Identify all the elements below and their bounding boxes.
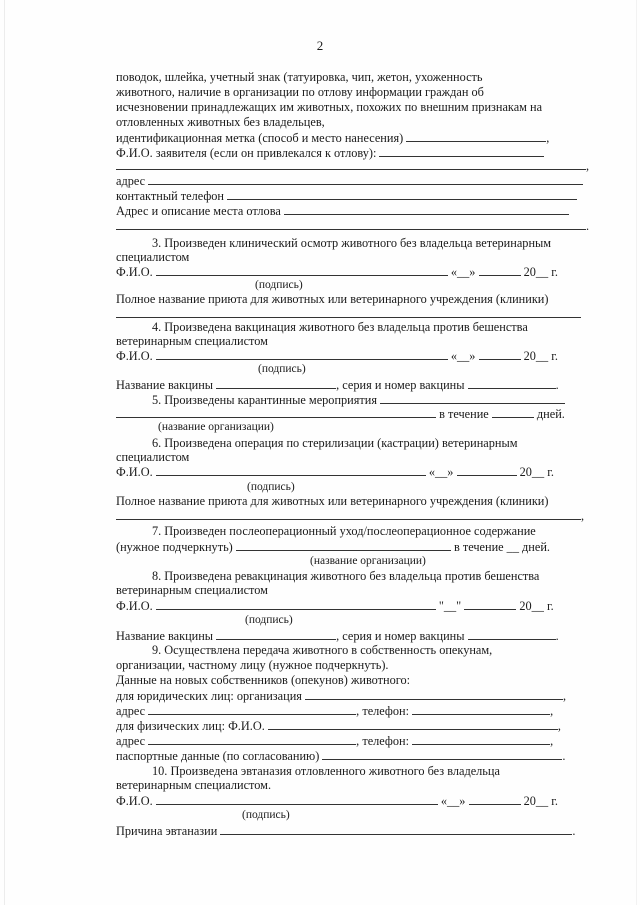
date-label: «__» bbox=[440, 794, 466, 808]
vaccine-field[interactable]: Название вакцины , серия и номер вакцины . bbox=[116, 629, 559, 643]
physical-person-field[interactable]: для физических лиц: Ф.И.О. , bbox=[116, 719, 561, 733]
section-8-fio-field[interactable] bbox=[116, 598, 586, 613]
date-label: «__» bbox=[450, 349, 476, 363]
paragraph-line: исчезновении принадлежащих им животных, похожих по внешним признакам на bbox=[116, 100, 543, 114]
paragraph-line: поводок, шлейка, учетный знак (татуировка, чип, жетон, ухоженность bbox=[116, 70, 483, 84]
field-label: (нужное подчеркнуть) bbox=[116, 540, 233, 554]
physical-address-field[interactable]: адрес , телефон: , bbox=[116, 734, 554, 748]
year-label: 20__ г. bbox=[523, 349, 559, 363]
shelter-field[interactable]: , bbox=[116, 508, 591, 523]
field-label: Ф.И.О. bbox=[116, 465, 153, 479]
section-10-heading-cont: ветеринарным специалистом. bbox=[116, 778, 272, 792]
field-label: Ф.И.О. bbox=[116, 349, 153, 363]
phone-field[interactable] bbox=[116, 188, 591, 203]
id-mark-field[interactable]: идентификационная метка (способ и место нанесения) , bbox=[116, 131, 550, 145]
section-9-owners: Данные на новых собственников (опекунов) животного: bbox=[116, 673, 411, 687]
org-caption: (название организации) bbox=[158, 421, 274, 433]
aftercare-field[interactable] bbox=[116, 539, 586, 554]
paragraph-line: отловленных животных без владельцев, bbox=[116, 115, 325, 129]
field-label: в течение bbox=[439, 407, 489, 421]
field-label: для юридических лиц: организация bbox=[116, 689, 302, 703]
field-label: Название вакцины bbox=[116, 629, 214, 643]
section-7-heading: 7. Произведен послеоперационный уход/послеоперационное содержание bbox=[152, 524, 536, 538]
capture-place-continuation[interactable]: . bbox=[116, 218, 591, 233]
field-label: в течение __ дней. bbox=[453, 540, 551, 554]
field-label: адрес bbox=[116, 704, 146, 718]
date-label: «__» bbox=[450, 265, 476, 279]
applicant-continuation[interactable]: , bbox=[116, 158, 591, 173]
field-label: адрес bbox=[116, 734, 146, 748]
section-8-heading-cont: ветеринарным специалистом bbox=[116, 583, 268, 597]
year-label: 20__ г. bbox=[523, 265, 559, 279]
address-field[interactable] bbox=[116, 173, 591, 188]
section-4-fio-field[interactable] bbox=[116, 348, 586, 363]
scan-edge bbox=[636, 0, 637, 905]
field-label: контактный телефон bbox=[116, 189, 225, 203]
euthanasia-reason-field[interactable]: Причина эвтаназии . bbox=[116, 824, 576, 838]
legal-entity-field[interactable]: для юридических лиц: организация , bbox=[116, 689, 567, 703]
section-4-heading-cont: ветеринарным специалистом bbox=[116, 334, 268, 348]
field-label: , серия и номер вакцины bbox=[336, 378, 465, 392]
field-label: адрес bbox=[116, 174, 146, 188]
signature-caption: (подпись) bbox=[242, 809, 290, 821]
capture-place-field[interactable] bbox=[116, 203, 591, 218]
year-label: 20__ г. bbox=[519, 599, 554, 613]
shelter-field[interactable] bbox=[116, 306, 591, 321]
section-8-heading: 8. Произведена ревакцинация животного без владельца против бешенства bbox=[152, 569, 540, 583]
field-label: , телефон: bbox=[356, 704, 410, 718]
section-6-heading: 6. Произведена операция по стерилизации (кастрации) ветеринарным bbox=[152, 436, 518, 450]
field-label: , телефон: bbox=[356, 734, 410, 748]
section-3-heading: 3. Произведен клинический осмотр животного без владельца ветеринарным bbox=[152, 236, 552, 250]
paragraph-line: животного, наличие в организации по отлову информации граждан об bbox=[116, 85, 484, 99]
section-9-heading: 9. Осуществлена передача животного в собственность опекунам, bbox=[152, 643, 493, 657]
legal-address-field[interactable]: адрес , телефон: , bbox=[116, 704, 554, 718]
field-label: паспортные данные (по согласованию) bbox=[116, 749, 320, 763]
field-label: Название вакцины bbox=[116, 378, 214, 392]
org-caption: (название организации) bbox=[310, 555, 426, 567]
year-label: 20__ г. bbox=[519, 465, 555, 479]
vaccine-field[interactable]: Название вакцины , серия и номер вакцины . bbox=[116, 378, 559, 392]
section-3-fio-field[interactable] bbox=[116, 264, 586, 279]
section-10-fio-field[interactable] bbox=[116, 793, 586, 808]
section-9-heading-cont: организации, частному лицу (нужное подчеркнуть). bbox=[116, 658, 389, 672]
section-4-heading: 4. Произведена вакцинация животного без владельца против бешенства bbox=[152, 320, 528, 334]
scan-edge bbox=[4, 0, 5, 905]
shelter-label: Полное название приюта для животных или ветеринарного учреждения (клиники) bbox=[116, 292, 549, 306]
section-3-heading-cont: специалистом bbox=[116, 250, 190, 264]
field-label: Ф.И.О. bbox=[116, 599, 153, 613]
quarantine-field[interactable] bbox=[116, 406, 586, 421]
section-6-heading-cont: специалистом bbox=[116, 450, 190, 464]
field-label: Ф.И.О. bbox=[116, 794, 153, 808]
section-6-fio-field[interactable] bbox=[116, 464, 586, 479]
section-5-field[interactable] bbox=[152, 392, 582, 407]
field-label: Ф.И.О. заявителя (если он привлекался к отлову): bbox=[116, 146, 377, 160]
field-label: , серия и номер вакцины bbox=[336, 629, 465, 643]
signature-caption: (подпись) bbox=[247, 481, 295, 493]
shelter-label: Полное название приюта для животных или ветеринарного учреждения (клиники) bbox=[116, 494, 549, 508]
field-label: Причина эвтаназии bbox=[116, 824, 218, 838]
section-5-heading: 5. Произведены карантинные мероприятия bbox=[152, 393, 378, 407]
date-label: "__" bbox=[438, 599, 462, 613]
signature-caption: (подпись) bbox=[255, 279, 303, 291]
field-label: Ф.И.О. bbox=[116, 265, 153, 279]
field-label: для физических лиц: Ф.И.О. bbox=[116, 719, 265, 733]
year-label: 20__ г. bbox=[523, 794, 559, 808]
field-label: Адрес и описание места отлова bbox=[116, 204, 281, 218]
date-label: «__» bbox=[428, 465, 454, 479]
passport-field[interactable]: паспортные данные (по согласованию) . bbox=[116, 749, 566, 763]
section-10-heading: 10. Произведена эвтаназия отловленного животного без владельца bbox=[152, 764, 500, 778]
signature-caption: (подпись) bbox=[245, 614, 293, 626]
field-label: дней. bbox=[536, 407, 565, 421]
page-number: 2 bbox=[316, 38, 324, 53]
field-label: идентификационная метка (способ и место нанесения) bbox=[116, 131, 404, 145]
signature-caption: (подпись) bbox=[258, 363, 306, 375]
